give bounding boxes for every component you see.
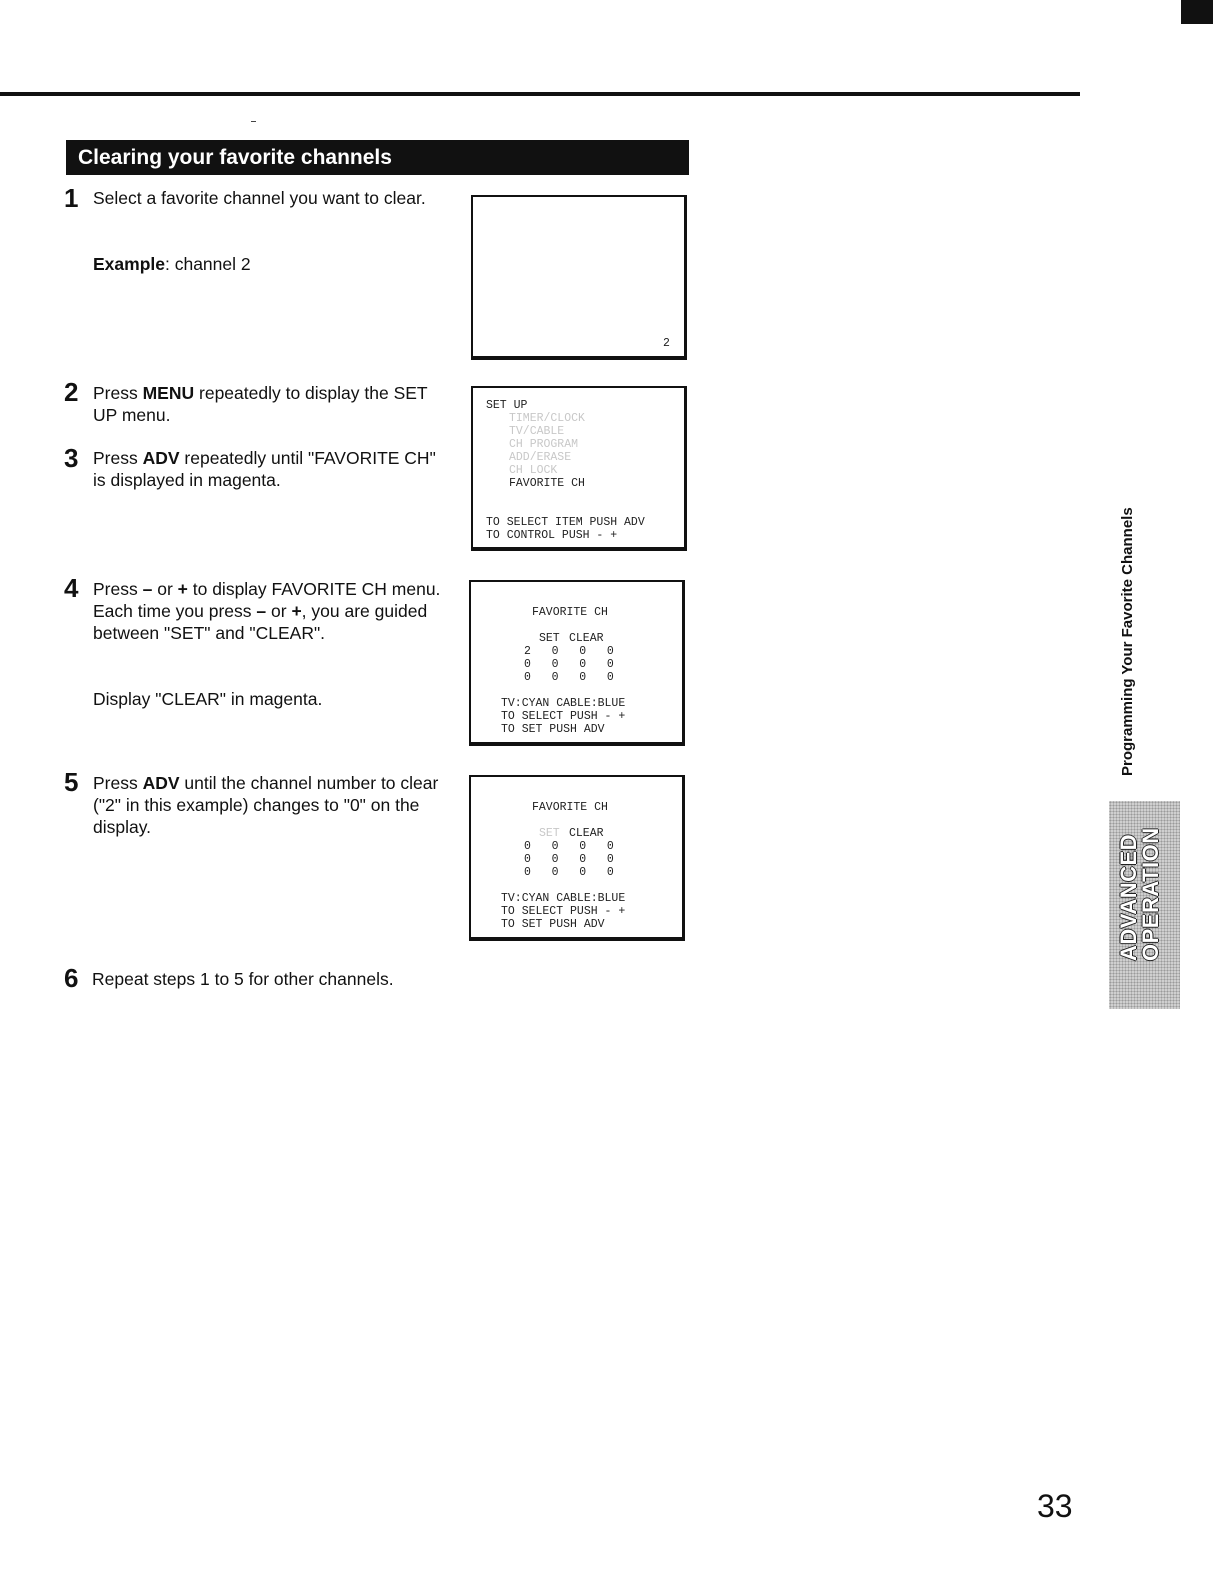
setup-item: CH PROGRAM bbox=[509, 438, 579, 451]
step-5-text bbox=[93, 772, 453, 838]
step-5-pre: Press bbox=[93, 773, 143, 793]
step-2-text bbox=[93, 382, 453, 426]
step-2-post: repeatedly to display the SET UP menu. bbox=[93, 383, 428, 425]
step-4-note: Display "CLEAR" in magenta. bbox=[93, 689, 323, 709]
minus-key-label: – bbox=[256, 601, 267, 621]
sidebar-chapter-title: Programming Your Favorite Channels bbox=[1119, 507, 1136, 776]
step-1-example bbox=[93, 253, 453, 275]
step-3-pre: Press bbox=[93, 448, 143, 468]
tv-screen-favorite-clear bbox=[469, 580, 685, 746]
clear-label: CLEAR bbox=[569, 827, 604, 840]
favorite-help-line: TO SET PUSH ADV bbox=[501, 723, 605, 736]
top-rule bbox=[0, 92, 1080, 96]
tv-screen-setup-menu bbox=[471, 386, 687, 551]
minus-key-label: – bbox=[142, 579, 153, 599]
step-4-text bbox=[93, 578, 453, 644]
step-4-number: 4 bbox=[64, 573, 79, 603]
section-tab bbox=[1109, 801, 1180, 1009]
menu-key-label: MENU bbox=[142, 383, 195, 403]
channel-row: 0 0 0 0 bbox=[524, 840, 614, 853]
step-4-text-part: , you are guided between "SET" and "CLEAR". bbox=[93, 601, 428, 643]
channel-number-display: 2 bbox=[663, 337, 670, 350]
favorite-help-line: TO SELECT PUSH - + bbox=[501, 905, 626, 918]
setup-item: CH LOCK bbox=[509, 464, 558, 477]
setup-selected-item: FAVORITE CH bbox=[509, 477, 585, 490]
step-4-text-part: or bbox=[152, 579, 178, 599]
clear-label: CLEAR bbox=[569, 632, 604, 645]
step-4-text-part: to display FAVORITE CH menu. bbox=[187, 579, 441, 599]
example-label: Example bbox=[93, 254, 165, 274]
page-number: 33 bbox=[1037, 1488, 1073, 1524]
step-4-text-part: or bbox=[266, 601, 292, 621]
favorite-title: FAVORITE CH bbox=[532, 606, 608, 619]
tab-label-line-2: OPERATION bbox=[1138, 827, 1163, 961]
setup-title: SET UP bbox=[486, 399, 528, 412]
channel-row: 0 0 0 0 bbox=[524, 658, 614, 671]
favorite-legend: TV:CYAN CABLE:BLUE bbox=[501, 697, 626, 710]
tv-screen-channel bbox=[471, 195, 687, 360]
step-2-pre: Press bbox=[93, 383, 143, 403]
channel-row: 0 0 0 0 bbox=[524, 671, 614, 684]
setup-item: ADD/ERASE bbox=[509, 451, 572, 464]
step-3-post: repeatedly until "FAVORITE CH" is displayed in magenta. bbox=[93, 448, 436, 490]
step-4-text-part: Press bbox=[93, 579, 143, 599]
favorite-title: FAVORITE CH bbox=[532, 801, 608, 814]
set-label: SET bbox=[539, 632, 560, 645]
channel-row: 0 0 0 0 bbox=[524, 853, 614, 866]
channel-row: 2 0 0 0 bbox=[524, 645, 614, 658]
plus-key-label: + bbox=[291, 601, 302, 621]
favorite-help-line: TO SELECT PUSH - + bbox=[501, 710, 626, 723]
tv-screen-favorite-cleared bbox=[469, 775, 685, 941]
stray-mark bbox=[251, 121, 256, 122]
favorite-legend: TV:CYAN CABLE:BLUE bbox=[501, 892, 626, 905]
step-5-number: 5 bbox=[64, 767, 79, 797]
step-6-number: 6 bbox=[64, 963, 79, 993]
section-title: Clearing your favorite channels bbox=[66, 140, 689, 175]
favorite-help-line: TO SET PUSH ADV bbox=[501, 918, 605, 931]
step-4-text-part: Each time you press bbox=[93, 601, 257, 621]
example-value: : channel 2 bbox=[164, 254, 251, 274]
setup-help-line: TO SELECT ITEM PUSH ADV bbox=[486, 516, 645, 529]
setup-item: TV/CABLE bbox=[509, 425, 565, 438]
adv-key-label: ADV bbox=[142, 773, 180, 793]
step-1-text: Select a favorite channel you want to clear. bbox=[93, 188, 426, 208]
channel-row: 0 0 0 0 bbox=[524, 866, 614, 879]
set-label: SET bbox=[539, 827, 560, 840]
adv-key-label: ADV bbox=[142, 448, 180, 468]
step-5-post: until the channel number to clear ("2" in this example) changes to "0" on the display. bbox=[93, 773, 439, 837]
setup-item: TIMER/CLOCK bbox=[509, 412, 585, 425]
step-3-text bbox=[93, 447, 453, 491]
step-1-number: 1 bbox=[64, 183, 79, 213]
step-2-number: 2 bbox=[64, 377, 79, 407]
setup-help-line: TO CONTROL PUSH - + bbox=[486, 529, 618, 542]
plus-key-label: + bbox=[177, 579, 188, 599]
corner-marker bbox=[1181, 0, 1213, 24]
tab-label-line-1: ADVANCED bbox=[1116, 833, 1141, 961]
step-3-number: 3 bbox=[64, 443, 79, 473]
step-6-text: Repeat steps 1 to 5 for other channels. bbox=[92, 969, 394, 989]
